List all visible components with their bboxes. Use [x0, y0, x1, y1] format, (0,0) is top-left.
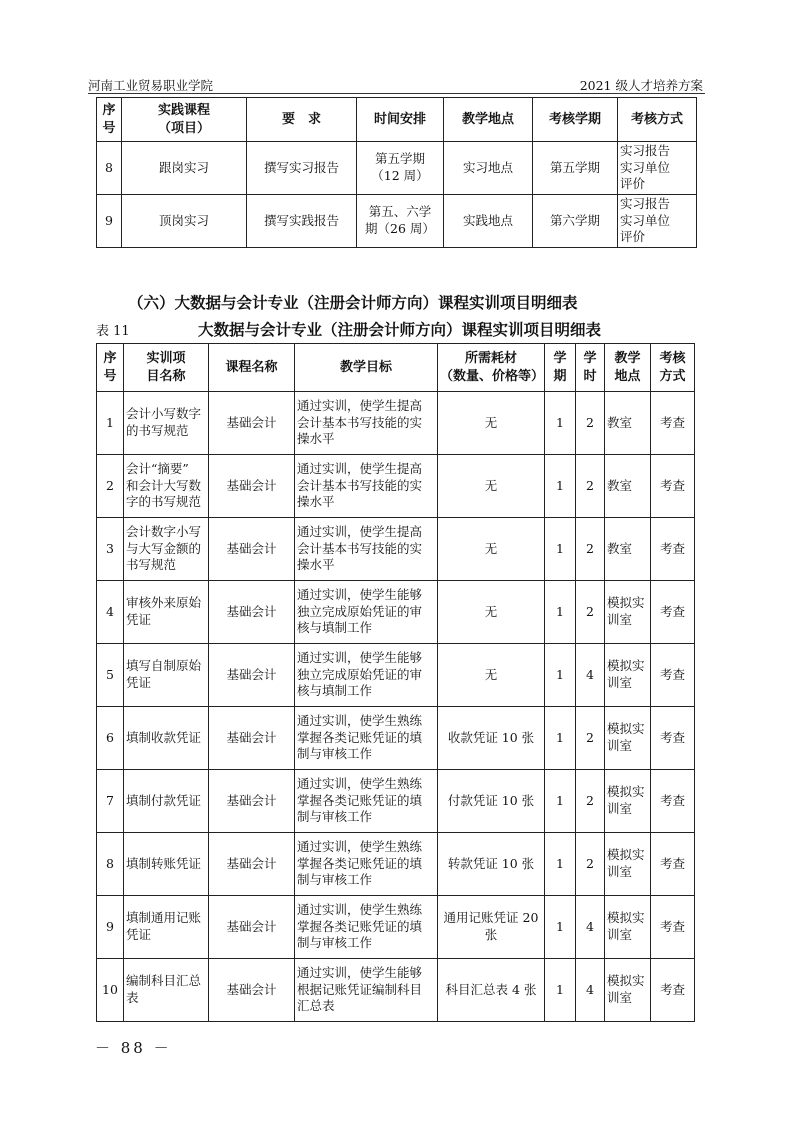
table-cell: 通过实训，使学生熟练 掌握各类记账凭证的填 制与审核工作 [295, 833, 438, 896]
table-cell: 顶岗实习 [122, 195, 247, 248]
table-cell: 2 [576, 518, 605, 581]
table-cell: 会计“摘要” 和会计大写数 字的书写规范 [124, 455, 209, 518]
table-cell: 考查 [651, 392, 695, 455]
table-cell: 审核外来原始 凭证 [124, 581, 209, 644]
table-cell: 6 [97, 707, 124, 770]
table-cell: 模拟实 训室 [605, 644, 651, 707]
table-cell: 4 [97, 581, 124, 644]
training-project-table [96, 343, 695, 1022]
table-cell: 2 [97, 455, 124, 518]
table-cell: 撰写实习报告 [247, 142, 357, 195]
table2-header-col-2: 实训项 目名称 [124, 344, 209, 392]
table-cell: 1 [545, 644, 576, 707]
table-cell: 1 [545, 581, 576, 644]
table1-header-col-7: 考核方式 [618, 98, 697, 142]
table-cell: 4 [576, 959, 605, 1022]
table-cell: 实习报告 实习单位 评价 [618, 195, 697, 248]
table-cell: 通过实训，使学生熟练 掌握各类记账凭证的填 制与审核工作 [295, 896, 438, 959]
table-row [97, 707, 695, 770]
table-cell: 1 [545, 518, 576, 581]
table-cell: 模拟实 训室 [605, 833, 651, 896]
table-cell: 4 [576, 644, 605, 707]
table-cell: 1 [545, 959, 576, 1022]
table-cell: 第五学期 （12 周） [357, 142, 444, 195]
table-cell: 基础会计 [209, 959, 295, 1022]
table-cell: 无 [438, 644, 545, 707]
table-cell: 基础会计 [209, 770, 295, 833]
table-cell: 1 [545, 707, 576, 770]
table-cell: 教室 [605, 392, 651, 455]
table2-header-col-6: 学 期 [545, 344, 576, 392]
table-row [97, 455, 695, 518]
table-row [97, 518, 695, 581]
table-row [97, 392, 695, 455]
table-cell: 会计数字小写 与大写金额的 书写规范 [124, 518, 209, 581]
table-cell: 科目汇总表 4 张 [438, 959, 545, 1022]
table1-header-col-2: 实践课程 （项目） [122, 98, 247, 142]
table-cell: 1 [545, 833, 576, 896]
table-row [97, 142, 697, 195]
table-cell: 通过实训，使学生能够 根据记账凭证编制科目 汇总表 [295, 959, 438, 1022]
table-cell: 通过实训，使学生提高 会计基本书写技能的实 操水平 [295, 392, 438, 455]
table-row [97, 770, 695, 833]
header-school-name: 河南工业贸易职业学院 [88, 78, 214, 93]
table-cell: 2 [576, 707, 605, 770]
table-cell: 通过实训，使学生提高 会计基本书写技能的实 操水平 [295, 455, 438, 518]
table-cell: 模拟实 训室 [605, 581, 651, 644]
table2-header-col-8: 教学 地点 [605, 344, 651, 392]
table-cell: 模拟实 训室 [605, 896, 651, 959]
practice-course-table [96, 97, 697, 248]
table-cell: 基础会计 [209, 707, 295, 770]
table-row [97, 833, 695, 896]
table-cell: 付款凭证 10 张 [438, 770, 545, 833]
table-cell: 考查 [651, 518, 695, 581]
table-cell: 1 [545, 770, 576, 833]
table1-header-col-5: 教学地点 [444, 98, 533, 142]
table-row [97, 959, 695, 1022]
table-cell: 2 [576, 392, 605, 455]
table-cell: 跟岗实习 [122, 142, 247, 195]
table-cell: 会计小写数字 的书写规范 [124, 392, 209, 455]
section-title: （六）大数据与会计专业（注册会计师方向）课程实训项目明细表 [128, 293, 578, 312]
table-cell: 填写自制原始 凭证 [124, 644, 209, 707]
table-cell: 3 [97, 518, 124, 581]
table-cell: 教室 [605, 518, 651, 581]
table-cell: 教室 [605, 455, 651, 518]
table-cell: 2 [576, 833, 605, 896]
table-cell: 实践地点 [444, 195, 533, 248]
table-cell: 8 [97, 142, 122, 195]
table-cell: 通过实训，使学生能够 独立完成原始凭证的审 核与填制工作 [295, 581, 438, 644]
table-cell: 考查 [651, 707, 695, 770]
table-cell: 编制科目汇总 表 [124, 959, 209, 1022]
header-rule [88, 93, 705, 94]
table-row [97, 644, 695, 707]
table-cell: 基础会计 [209, 644, 295, 707]
table1-header-col-3: 要 求 [247, 98, 357, 142]
table-cell: 考查 [651, 959, 695, 1022]
table-cell: 填制通用记账 凭证 [124, 896, 209, 959]
table-row [97, 581, 695, 644]
table2-header-col-3: 课程名称 [209, 344, 295, 392]
table-cell: 1 [545, 896, 576, 959]
table-cell: 1 [97, 392, 124, 455]
table-cell: 第五学期 [533, 142, 618, 195]
table-cell: 第六学期 [533, 195, 618, 248]
header-plan-title: 2021 级人才培养方案 [579, 78, 703, 93]
table-cell: 无 [438, 581, 545, 644]
table-cell: 填制转账凭证 [124, 833, 209, 896]
table2-header-col-7: 学 时 [576, 344, 605, 392]
table-cell: 无 [438, 455, 545, 518]
table-cell: 考查 [651, 833, 695, 896]
table-cell: 第五、六学 期（26 周） [357, 195, 444, 248]
table-label: 表 11 [96, 324, 130, 339]
table-cell: 2 [576, 581, 605, 644]
table-cell: 考查 [651, 644, 695, 707]
table2-header-col-4: 教学目标 [295, 344, 438, 392]
table-cell: 基础会计 [209, 392, 295, 455]
table-cell: 2 [576, 770, 605, 833]
table2-header-col-1: 序 号 [97, 344, 124, 392]
table1-header-col-1: 序 号 [97, 98, 122, 142]
table-cell: 考查 [651, 455, 695, 518]
table-cell: 撰写实践报告 [247, 195, 357, 248]
table-cell: 通过实训，使学生熟练 掌握各类记账凭证的填 制与审核工作 [295, 770, 438, 833]
table-cell: 9 [97, 896, 124, 959]
table-cell: 无 [438, 392, 545, 455]
table-cell: 通过实训，使学生熟练 掌握各类记账凭证的填 制与审核工作 [295, 707, 438, 770]
table-cell: 无 [438, 518, 545, 581]
table-cell: 通过实训，使学生能够 独立完成原始凭证的审 核与填制工作 [295, 644, 438, 707]
table-cell: 4 [576, 896, 605, 959]
table-cell: 9 [97, 195, 122, 248]
table-cell: 考查 [651, 896, 695, 959]
table-cell: 考查 [651, 581, 695, 644]
table-cell: 基础会计 [209, 518, 295, 581]
table-cell: 实习地点 [444, 142, 533, 195]
table-cell: 5 [97, 644, 124, 707]
table-cell: 模拟实 训室 [605, 707, 651, 770]
table-row [97, 195, 697, 248]
table-cell: 模拟实 训室 [605, 959, 651, 1022]
table1-header-col-6: 考核学期 [533, 98, 618, 142]
table-cell: 通用记账凭证 20 张 [438, 896, 545, 959]
table-row [97, 896, 695, 959]
table-cell: 填制收款凭证 [124, 707, 209, 770]
table-cell: 考查 [651, 770, 695, 833]
table-cell: 实习报告 实习单位 评价 [618, 142, 697, 195]
page-number: － 88 － [95, 1039, 172, 1057]
table-title: 大数据与会计专业（注册会计师方向）课程实训项目明细表 [198, 320, 602, 339]
table-cell: 基础会计 [209, 455, 295, 518]
table2-header-col-5: 所需耗材 （数量、价格等） [438, 344, 545, 392]
table-cell: 1 [545, 455, 576, 518]
table-cell: 模拟实 训室 [605, 770, 651, 833]
table2-header-col-9: 考核 方式 [651, 344, 695, 392]
table-cell: 基础会计 [209, 581, 295, 644]
table-cell: 转款凭证 10 张 [438, 833, 545, 896]
table-cell: 7 [97, 770, 124, 833]
table-cell: 基础会计 [209, 896, 295, 959]
table-cell: 通过实训，使学生提高 会计基本书写技能的实 操水平 [295, 518, 438, 581]
table-cell: 基础会计 [209, 833, 295, 896]
table-cell: 2 [576, 455, 605, 518]
table-cell: 1 [545, 392, 576, 455]
table1-header-col-4: 时间安排 [357, 98, 444, 142]
table-cell: 10 [97, 959, 124, 1022]
table-cell: 收款凭证 10 张 [438, 707, 545, 770]
table-cell: 填制付款凭证 [124, 770, 209, 833]
table-cell: 8 [97, 833, 124, 896]
